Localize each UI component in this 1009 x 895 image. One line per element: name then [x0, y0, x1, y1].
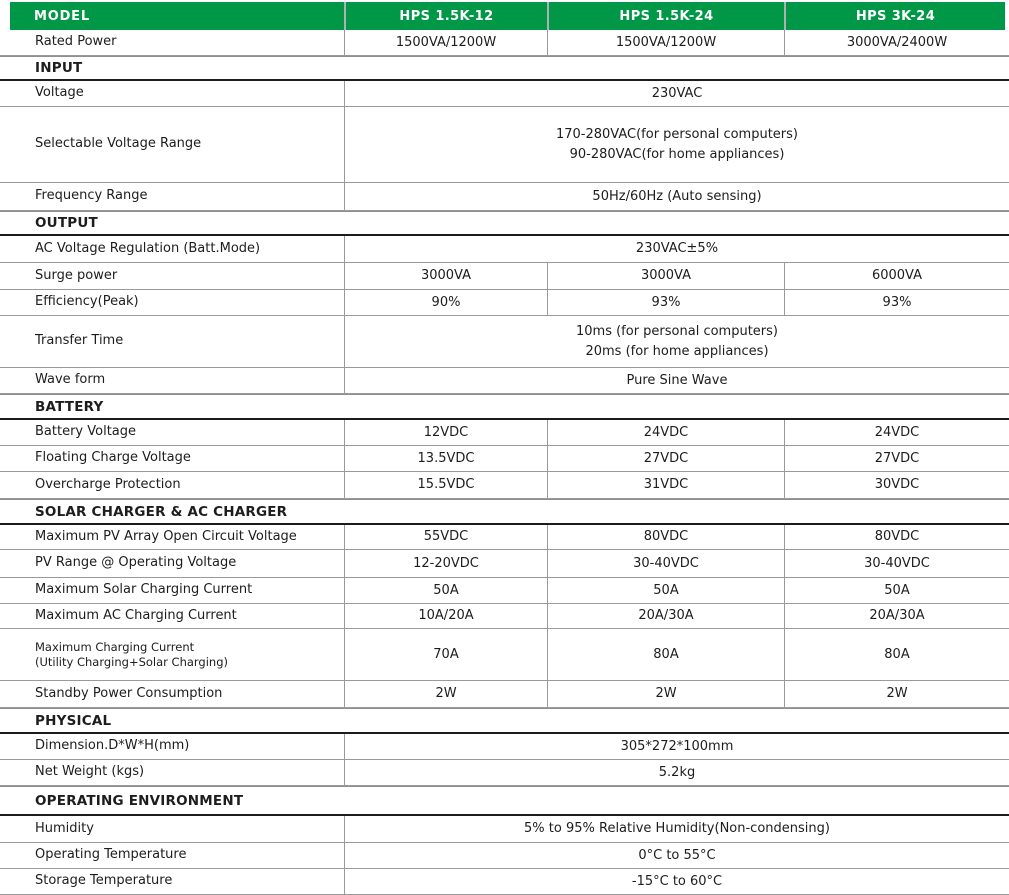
value-line: 5.2kg — [658, 764, 696, 780]
section-title: INPUT — [35, 60, 83, 76]
row-label: Frequency Range — [0, 183, 345, 210]
spec-table — [0, 30, 1009, 895]
row-value: 3000VA — [345, 263, 548, 289]
row-value — [345, 107, 1009, 182]
spec-row — [0, 316, 1009, 368]
row-value: 27VDC — [874, 450, 920, 466]
row-value: 90% — [345, 290, 548, 315]
model-column-header-3: HPS 3K-24 — [786, 2, 1005, 30]
row-value — [345, 368, 1009, 393]
row-value — [345, 734, 1009, 759]
spec-row — [0, 290, 1009, 316]
row-label: Maximum AC Charging Current — [0, 604, 345, 628]
row-label: Standby Power Consumption — [0, 681, 345, 707]
row-value: 80VDC — [874, 529, 920, 545]
row-label: AC Voltage Regulation (Batt.Mode) — [0, 236, 345, 262]
row-value: 3000VA/2400W — [846, 34, 948, 50]
row-label: Battery Voltage — [0, 420, 345, 445]
value-line: -15°C to 60°C — [631, 873, 723, 889]
row-value: 15.5VDC — [345, 472, 548, 498]
spec-row — [0, 843, 1009, 869]
spec-row — [0, 525, 1009, 550]
spec-row — [0, 869, 1009, 895]
value-line: 90-280VAC(for home appliances) — [569, 146, 785, 162]
section-header-operating-environment — [0, 786, 1009, 816]
spec-row — [0, 420, 1009, 446]
spec-row — [0, 472, 1009, 499]
spec-row — [0, 30, 1009, 56]
section-header-battery — [0, 394, 1009, 420]
section-header-output — [0, 211, 1009, 236]
spec-row — [0, 629, 1009, 681]
row-label: Efficiency(Peak) — [0, 290, 345, 315]
spec-row — [0, 734, 1009, 760]
row-value: 27VDC — [548, 446, 785, 471]
row-value: 93% — [548, 290, 785, 315]
row-value: 70A — [345, 629, 548, 680]
row-label: Humidity — [0, 816, 345, 842]
row-value: 30-40VDC — [548, 550, 785, 577]
section-header-physical — [0, 708, 1009, 734]
row-value: 80A — [548, 629, 785, 680]
row-label: Overcharge Protection — [0, 472, 345, 498]
row-label: Maximum Charging Current (Utility Charging+Solar Charging) — [0, 629, 345, 680]
row-value: 2W — [345, 681, 548, 707]
spec-row — [0, 81, 1009, 107]
value-line: 5% to 95% Relative Humidity(Non-condensing) — [524, 821, 830, 837]
row-label: Voltage — [0, 81, 345, 106]
row-value: 2W — [548, 681, 785, 707]
section-title: OUTPUT — [35, 215, 98, 231]
row-value: 80A — [884, 646, 910, 662]
row-value: 24VDC — [548, 420, 785, 445]
row-label: Dimension.D*W*H(mm) — [0, 734, 345, 759]
row-label: Net Weight (kgs) — [0, 760, 345, 785]
row-label: Surge power — [0, 263, 345, 289]
value-line: 230VAC — [651, 85, 703, 101]
value-line: Pure Sine Wave — [626, 372, 728, 388]
spec-row — [0, 263, 1009, 290]
value-line: 0°C to 55°C — [638, 847, 716, 863]
row-value: 80VDC — [548, 525, 785, 549]
row-label: Rated Power — [0, 30, 345, 55]
section-title: BATTERY — [35, 398, 104, 415]
row-value: 12-20VDC — [345, 550, 548, 577]
row-label: Storage Temperature — [0, 869, 345, 894]
section-header-input — [0, 56, 1009, 81]
row-value — [345, 183, 1009, 210]
spec-row — [0, 760, 1009, 786]
row-value: 24VDC — [874, 424, 920, 440]
row-value: 6000VA — [871, 268, 923, 284]
row-value — [345, 81, 1009, 106]
spec-row — [0, 604, 1009, 629]
row-label: Wave form — [0, 368, 345, 393]
row-value — [345, 816, 1009, 842]
spec-row — [0, 578, 1009, 604]
value-line: 10ms (for personal computers) — [575, 324, 778, 339]
table-header-row — [10, 2, 1005, 30]
section-title: SOLAR CHARGER & AC CHARGER — [35, 503, 288, 520]
model-header-cell: MODEL — [10, 2, 344, 30]
spec-row — [0, 816, 1009, 843]
row-value: 10A/20A — [345, 604, 548, 628]
spec-sheet — [0, 2, 1009, 895]
value-line: 305*272*100mm — [620, 738, 734, 754]
spec-row — [0, 368, 1009, 394]
row-value: 50A — [345, 578, 548, 603]
spec-row — [0, 681, 1009, 708]
row-value: 50A — [884, 582, 910, 598]
row-label: Maximum Solar Charging Current — [0, 578, 345, 603]
model-column-header-1: HPS 1.5K-12 — [346, 2, 547, 30]
row-label: PV Range @ Operating Voltage — [0, 550, 345, 577]
row-value: 20A/30A — [869, 608, 925, 624]
spec-row — [0, 236, 1009, 263]
row-value: 1500VA/1200W — [345, 30, 548, 55]
row-label: Transfer Time — [0, 316, 345, 367]
section-title: OPERATING ENVIRONMENT — [35, 792, 244, 809]
value-line: 50Hz/60Hz (Auto sensing) — [592, 188, 762, 204]
row-value: 30VDC — [874, 477, 920, 493]
row-label: Maximum PV Array Open Circuit Voltage — [0, 525, 345, 549]
row-value — [345, 760, 1009, 785]
spec-row — [0, 107, 1009, 183]
value-line: 20ms (for home appliances) — [585, 343, 769, 359]
row-value — [345, 236, 1009, 262]
row-label: Selectable Voltage Range — [0, 107, 345, 182]
row-value: 20A/30A — [548, 604, 785, 628]
spec-row — [0, 550, 1009, 578]
row-label: Floating Charge Voltage — [0, 446, 345, 471]
row-value: 12VDC — [345, 420, 548, 445]
row-value: 93% — [882, 294, 912, 310]
row-value: 2W — [886, 686, 908, 702]
spec-row — [0, 183, 1009, 211]
row-value — [345, 869, 1009, 894]
row-value — [345, 843, 1009, 868]
model-column-header-2: HPS 1.5K-24 — [549, 2, 784, 30]
row-label: Operating Temperature — [0, 843, 345, 868]
spec-row — [0, 446, 1009, 472]
value-line: 170-280VAC(for personal computers) — [555, 127, 798, 142]
row-value: 55VDC — [345, 525, 548, 549]
row-value: 13.5VDC — [345, 446, 548, 471]
value-line: 230VAC±5% — [635, 241, 719, 257]
row-value — [345, 316, 1009, 367]
section-title: PHYSICAL — [35, 712, 112, 729]
section-header-solar-charger-ac-charger — [0, 499, 1009, 525]
row-value: 31VDC — [548, 472, 785, 498]
row-value: 50A — [548, 578, 785, 603]
row-value: 30-40VDC — [864, 555, 930, 571]
row-value: 3000VA — [548, 263, 785, 289]
row-value: 1500VA/1200W — [548, 30, 785, 55]
